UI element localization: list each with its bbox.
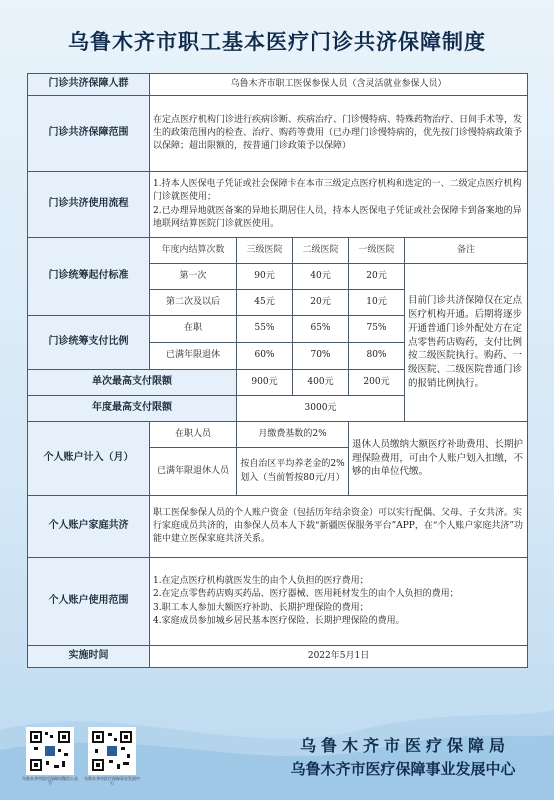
policy-table (27, 73, 528, 668)
threshold-label: 门诊统筹起付标准 (28, 238, 150, 316)
single-limit-l2: 400元 (293, 370, 349, 396)
qr-caption-1: 乌鲁木齐市医疗保障局微信公众号 (22, 776, 78, 786)
process-value (150, 172, 528, 238)
page-title: 乌鲁木齐市职工基本医疗门诊共济保障制度 (68, 30, 486, 54)
ratio-retired-label: 已满年限退休 (150, 343, 237, 370)
date-value: 2022年5月1日 (150, 646, 528, 668)
process-line-1: 1.持本人医保电子凭证或社会保障卡在本市三级定点医疗机构和选定的一、二级定点医疗机构门诊就医使用； (153, 179, 522, 203)
threshold-first-l1: 20元 (349, 264, 405, 290)
ratio-retired-l3: 60% (237, 343, 293, 370)
row-threshold-header (28, 238, 528, 264)
row-crowd (28, 74, 528, 96)
ratio-active-l2: 65% (293, 316, 349, 343)
usage-list (150, 558, 528, 646)
ratio-active-l1: 75% (349, 316, 405, 343)
crowd-label: 门诊共济保障人群 (28, 74, 150, 96)
threshold-second-l2: 20元 (293, 290, 349, 316)
usage-item-3: 3.职工本人参加大额医疗补助、长期护理保险的费用； (153, 602, 369, 613)
qr-code-2 (88, 727, 136, 775)
usage-label: 个人账户使用范围 (28, 558, 150, 646)
personal-account-remark: 退休人员缴纳大额医疗补助费用、长期护理保险费用，可由个人账户划入扣缴，不够的由单位代缴。 (349, 422, 528, 496)
qr-caption-2: 乌鲁木齐市医疗保障事业发展中心 (84, 776, 140, 786)
crowd-value: 乌鲁木齐市职工医保参保人员（含灵活就业参保人员） (150, 74, 528, 96)
header-remark: 备注 (405, 238, 528, 264)
single-limit-l1: 200元 (349, 370, 405, 396)
row-personal-active (28, 422, 528, 448)
header-level2: 二级医院 (293, 238, 349, 264)
org-name-center: 乌鲁木齐市医疗保障事业发展中心 (290, 760, 516, 778)
row-usage (28, 558, 528, 646)
personal-account-label: 个人账户计入（月） (28, 422, 150, 496)
row-scope (28, 96, 528, 172)
threshold-second-l3: 45元 (237, 290, 293, 316)
family-value: 职工医保参保人员的个人账户资金（包括历年结余资金）可以实行配偶、父母、子女共济。实行家庭成员共济的，由参保人员本人下载“新疆医保服务平台”APP，在“个人账户家庭共济”功能中建立医保家庭共济关系。 (150, 496, 528, 558)
family-label: 个人账户家庭共济 (28, 496, 150, 558)
remark-note: 目前门诊共济保障仅在定点医疗机构开通。后期将逐步开通普通门诊外配处方在定点零售药店购药，支付比例按二级医院执行。购药、一级医院、二级医院普通门诊的报销比例执行。 (405, 264, 528, 422)
usage-item-4: 4.家庭成员参加城乡居民基本医疗保险、长期护理保险的费用。 (153, 615, 405, 626)
date-label: 实施时间 (28, 646, 150, 668)
threshold-second-label: 第二次及以后 (150, 290, 237, 316)
qr-code-icon (90, 729, 134, 773)
scope-label: 门诊共济保障范围 (28, 96, 150, 172)
qr-code-icon (28, 729, 72, 773)
process-line-2: 2.已办理异地就医备案的异地长期居住人员，持本人医保电子凭证或社会保障卡到备案地的异地联网结算医院门诊就医使用。 (153, 205, 522, 229)
row-date (28, 646, 528, 668)
org-name-bureau: 乌鲁木齐市医疗保障局 (299, 736, 510, 755)
scope-value: 在定点医疗机构门诊进行疾病诊断、疾病治疗、门诊慢特病、特殊药物治疗、日间手术等，发生的政策范围内的检查、治疗、购药等费用（已办理门诊慢特病的，优先按门诊慢特病政策予以保障；超出限额的，按普通门诊政策予以保障） (150, 96, 528, 172)
personal-active-value: 月缴费基数的2% (237, 422, 349, 448)
ratio-retired-l2: 70% (293, 343, 349, 370)
ratio-label: 门诊统筹支付比例 (28, 316, 150, 370)
personal-retired-value: 按自治区平均养老金的2%划入（当前暂按80元/月） (237, 448, 349, 496)
annual-limit-label: 年度最高支付限额 (28, 396, 237, 422)
header-level1: 一级医院 (349, 238, 405, 264)
header-level3: 三级医院 (237, 238, 293, 264)
row-process (28, 172, 528, 238)
annual-limit-value: 3000元 (237, 396, 405, 422)
threshold-first-l3: 90元 (237, 264, 293, 290)
ratio-active-label: 在职 (150, 316, 237, 343)
usage-item-1: 1.在定点医疗机构就医发生的由个人负担的医疗费用； (153, 576, 369, 587)
qr-code-1 (26, 727, 74, 775)
personal-active-label: 在职人员 (150, 422, 237, 448)
single-limit-l3: 900元 (237, 370, 293, 396)
single-limit-label: 单次最高支付限额 (28, 370, 237, 396)
threshold-first-label: 第一次 (150, 264, 237, 290)
ratio-retired-l1: 80% (349, 343, 405, 370)
process-label: 门诊共济使用流程 (28, 172, 150, 238)
qr-codes (24, 727, 144, 787)
ratio-active-l3: 55% (237, 316, 293, 343)
row-family (28, 496, 528, 558)
usage-item-2: 2.在定点零售药店购买药品、医疗器械、医用耗材发生的由个人负担的费用； (153, 589, 459, 600)
personal-retired-label: 已满年限退休人员 (150, 448, 237, 496)
header-settlements: 年度内结算次数 (150, 238, 237, 264)
threshold-first-l2: 40元 (293, 264, 349, 290)
threshold-second-l1: 10元 (349, 290, 405, 316)
